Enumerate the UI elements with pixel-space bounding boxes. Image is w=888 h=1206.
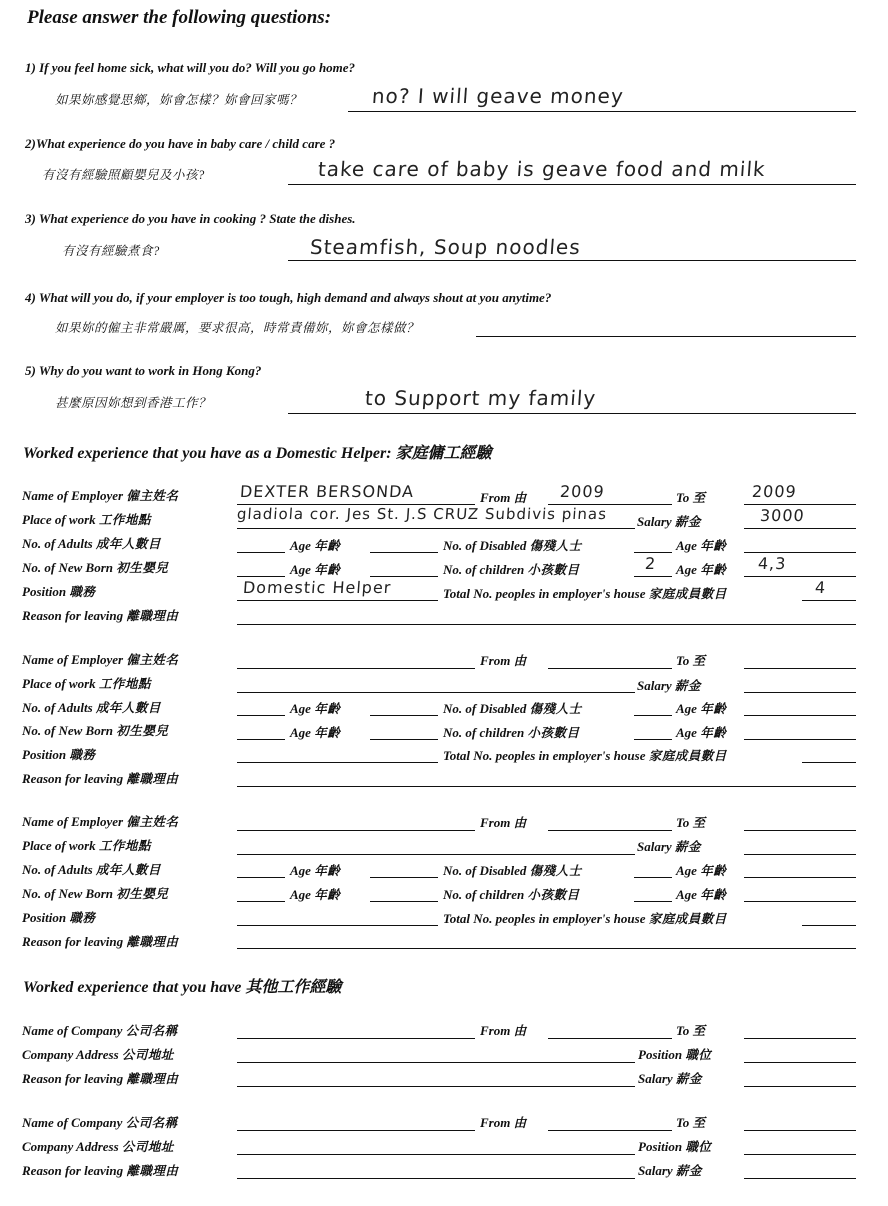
other-section-title-en: Worked experience that you have [23,979,242,996]
label-age: Age 年齡 [676,887,727,902]
employer-1-from[interactable]: 2009 [559,482,606,501]
employer-2-disabled-age-line [744,715,856,716]
label-age: Age 年齡 [290,562,341,577]
label-disabled: No. of Disabled 傷殘人士 [443,701,582,716]
other-section-title [23,974,341,997]
label-position: Position 職位 [638,1047,712,1062]
label-salary: Salary 薪金 [637,514,701,529]
company-1-to-line [744,1038,856,1039]
label-age: Age 年齡 [676,863,727,878]
label-position: Position 職務 [22,584,96,599]
question-1-answer[interactable]: no? I will geave money [371,84,625,108]
employer-1-to-line [744,504,856,505]
employer-2-newborn-line [237,739,285,740]
label-children: No. of children 小孩數目 [443,725,580,740]
question-4-zh: 如果妳的僱主非常嚴厲，要求很高，時常責備妳，妳會怎樣做？ [55,321,420,335]
label-name-employer: Name of Employer 僱主姓名 [22,488,179,503]
employer-2-place-line [237,692,635,693]
label-to: To 至 [676,1023,706,1038]
employer-1-place[interactable]: gladiola cor. Jes St. J.S CRUZ Subdivis pinas [236,505,608,523]
employer-2-reason-line [237,786,856,787]
label-total: Total No. peoples in employer's house 家庭成員數目 [443,911,727,926]
question-5-en: 5) Why do you want to work in Hong Kong? [25,363,262,378]
label-children: No. of children 小孩數目 [443,562,580,577]
employer-2-name-line [237,668,475,669]
employer-3-adults-line [237,877,285,878]
employer-1-adults-age-line [370,552,438,553]
employer-1-newborn-line [237,576,285,577]
employer-3-position-line [237,925,438,926]
employer-3-name-line [237,830,475,831]
employer-3-children-line [634,901,672,902]
employer-1-disabled-line [634,552,672,553]
employer-2-total-line [802,762,856,763]
label-age: Age 年齡 [290,701,341,716]
dh-section-title [23,440,492,463]
company-2-reason-line [237,1178,635,1179]
dh-section-title-zh: 家庭傭工經驗 [395,445,492,462]
employer-1-total[interactable]: 4 [814,578,827,597]
company-1-position-line [744,1062,856,1063]
employer-3-disabled-line [634,877,672,878]
question-3-zh: 有沒有經驗煮食? [62,244,160,258]
company-2-to-line [744,1130,856,1131]
question-1-line [348,111,856,112]
employer-2-salary-line [744,692,856,693]
question-3-line [288,260,856,261]
label-place-of-work: Place of work 工作地點 [22,676,151,691]
employer-1-name[interactable]: DEXTER BERSONDA [239,482,415,501]
label-no-adults: No. of Adults 成年人數目 [22,862,161,877]
label-to: To 至 [676,653,706,668]
label-reason: Reason for leaving 離職理由 [22,1163,179,1178]
label-age: Age 年齡 [676,725,727,740]
question-4-en: 4) What will you do, if your employer is too tough, high demand and always shout at you anytime? [25,290,552,305]
page-title: Please answer the following questions: [27,7,332,28]
label-age: Age 年齡 [290,887,341,902]
employer-1-newborn-age-line [370,576,438,577]
employer-3-children-age-line [744,901,856,902]
label-disabled: No. of Disabled 傷殘人士 [443,863,582,878]
label-age: Age 年齡 [676,701,727,716]
label-children: No. of children 小孩數目 [443,887,580,902]
employer-1-place-line [237,528,635,529]
question-5-zh: 甚麼原因妳想到香港工作？ [55,396,212,410]
company-2-from-line [548,1130,672,1131]
question-1-zh: 如果妳感覺思鄉，妳會怎樣？妳會回家嗎？ [55,93,303,107]
employer-1-salary[interactable]: 3000 [759,506,806,525]
question-2-answer[interactable]: take care of baby is geave food and milk [317,157,767,181]
employer-2-newborn-age-line [370,739,438,740]
employer-3-reason-line [237,948,856,949]
label-no-newborn: No. of New Born 初生嬰兒 [22,886,169,901]
label-age: Age 年齡 [290,725,341,740]
question-1-en: 1) If you feel home sick, what will you do? Will you go home? [25,60,356,75]
label-disabled: No. of Disabled 傷殘人士 [443,538,582,553]
employer-2-adults-age-line [370,715,438,716]
company-1-name-line [237,1038,475,1039]
employer-3-total-line [802,925,856,926]
label-from: From 由 [480,1023,527,1038]
employer-3-newborn-age-line [370,901,438,902]
employer-1-to[interactable]: 2009 [751,482,798,501]
employer-1-children-age[interactable]: 4,3 [757,554,788,573]
company-1-address-line [237,1062,635,1063]
company-2-name-line [237,1130,475,1131]
employer-3-place-line [237,854,635,855]
label-no-newborn: No. of New Born 初生嬰兒 [22,723,169,738]
company-2-salary-line [744,1178,856,1179]
label-name-employer: Name of Employer 僱主姓名 [22,652,179,667]
label-reason: Reason for leaving 離職理由 [22,771,179,786]
employer-2-children-line [634,739,672,740]
label-position: Position 職務 [22,747,96,762]
dh-section-title-en: Worked experience that you have as a Domestic Helper: [23,445,392,462]
other-section-title-zh: 其他工作經驗 [245,979,342,996]
employer-3-adults-age-line [370,877,438,878]
employer-2-position-line [237,762,438,763]
employer-2-to-line [744,668,856,669]
label-from: From 由 [480,815,527,830]
label-salary: Salary 薪金 [637,678,701,693]
label-from: From 由 [480,1115,527,1130]
label-to: To 至 [676,815,706,830]
company-2-address-line [237,1154,635,1155]
employer-1-adults-line [237,552,285,553]
label-reason: Reason for leaving 離職理由 [22,1071,179,1086]
employer-2-from-line [548,668,672,669]
question-2-en: 2)What experience do you have in baby care / child care ? [25,136,336,151]
label-place-of-work: Place of work 工作地點 [22,512,151,527]
employer-3-to-line [744,830,856,831]
employer-1-position-line [237,600,438,601]
employer-2-disabled-line [634,715,672,716]
label-from: From 由 [480,653,527,668]
employer-3-newborn-line [237,901,285,902]
label-company-address: Company Address 公司地址 [22,1139,174,1154]
employer-3-disabled-age-line [744,877,856,878]
label-company-address: Company Address 公司地址 [22,1047,174,1062]
employer-1-children[interactable]: 2 [644,554,657,573]
label-total: Total No. peoples in employer's house 家庭成員數目 [443,748,727,763]
label-total: Total No. peoples in employer's house 家庭成員數目 [443,586,727,601]
label-age: Age 年齡 [676,538,727,553]
employer-1-total-line [802,600,856,601]
employer-1-children-age-line [744,576,856,577]
company-2-position-line [744,1154,856,1155]
employer-1-position[interactable]: Domestic Helper [242,578,393,597]
question-5-answer[interactable]: to Support my family [364,386,598,410]
question-2-zh: 有沒有經驗照顧嬰兒及小孩? [42,168,205,182]
label-reason: Reason for leaving 離職理由 [22,934,179,949]
label-name-company: Name of Company 公司名稱 [22,1115,178,1130]
label-name-company: Name of Company 公司名稱 [22,1023,178,1038]
employer-2-adults-line [237,715,285,716]
question-5-line [288,413,856,414]
employer-3-from-line [548,830,672,831]
label-no-adults: No. of Adults 成年人數目 [22,700,161,715]
employer-3-salary-line [744,854,856,855]
employer-2-children-age-line [744,739,856,740]
company-1-salary-line [744,1086,856,1087]
label-position: Position 職務 [22,910,96,925]
label-salary: Salary 薪金 [638,1071,702,1086]
label-no-newborn: No. of New Born 初生嬰兒 [22,560,169,575]
label-salary: Salary 薪金 [638,1163,702,1178]
label-age: Age 年齡 [290,538,341,553]
question-3-en: 3) What experience do you have in cooking ? State the dishes. [25,211,356,226]
label-no-adults: No. of Adults 成年人數目 [22,536,161,551]
company-1-reason-line [237,1086,635,1087]
company-1-from-line [548,1038,672,1039]
label-age: Age 年齡 [676,562,727,577]
employer-1-disabled-age-line [744,552,856,553]
label-position: Position 職位 [638,1139,712,1154]
employer-1-reason-line [237,624,856,625]
label-place-of-work: Place of work 工作地點 [22,838,151,853]
label-reason: Reason for leaving 離職理由 [22,608,179,623]
question-4-line [476,336,856,337]
employer-1-salary-line [744,528,856,529]
label-to: To 至 [676,1115,706,1130]
label-to: To 至 [676,490,706,505]
question-2-line [288,184,856,185]
question-3-answer[interactable]: Steamfish, Soup noodles [309,235,582,259]
label-salary: Salary 薪金 [637,839,701,854]
label-name-employer: Name of Employer 僱主姓名 [22,814,179,829]
employer-1-children-line [634,576,672,577]
label-age: Age 年齡 [290,863,341,878]
label-from: From 由 [480,490,527,505]
